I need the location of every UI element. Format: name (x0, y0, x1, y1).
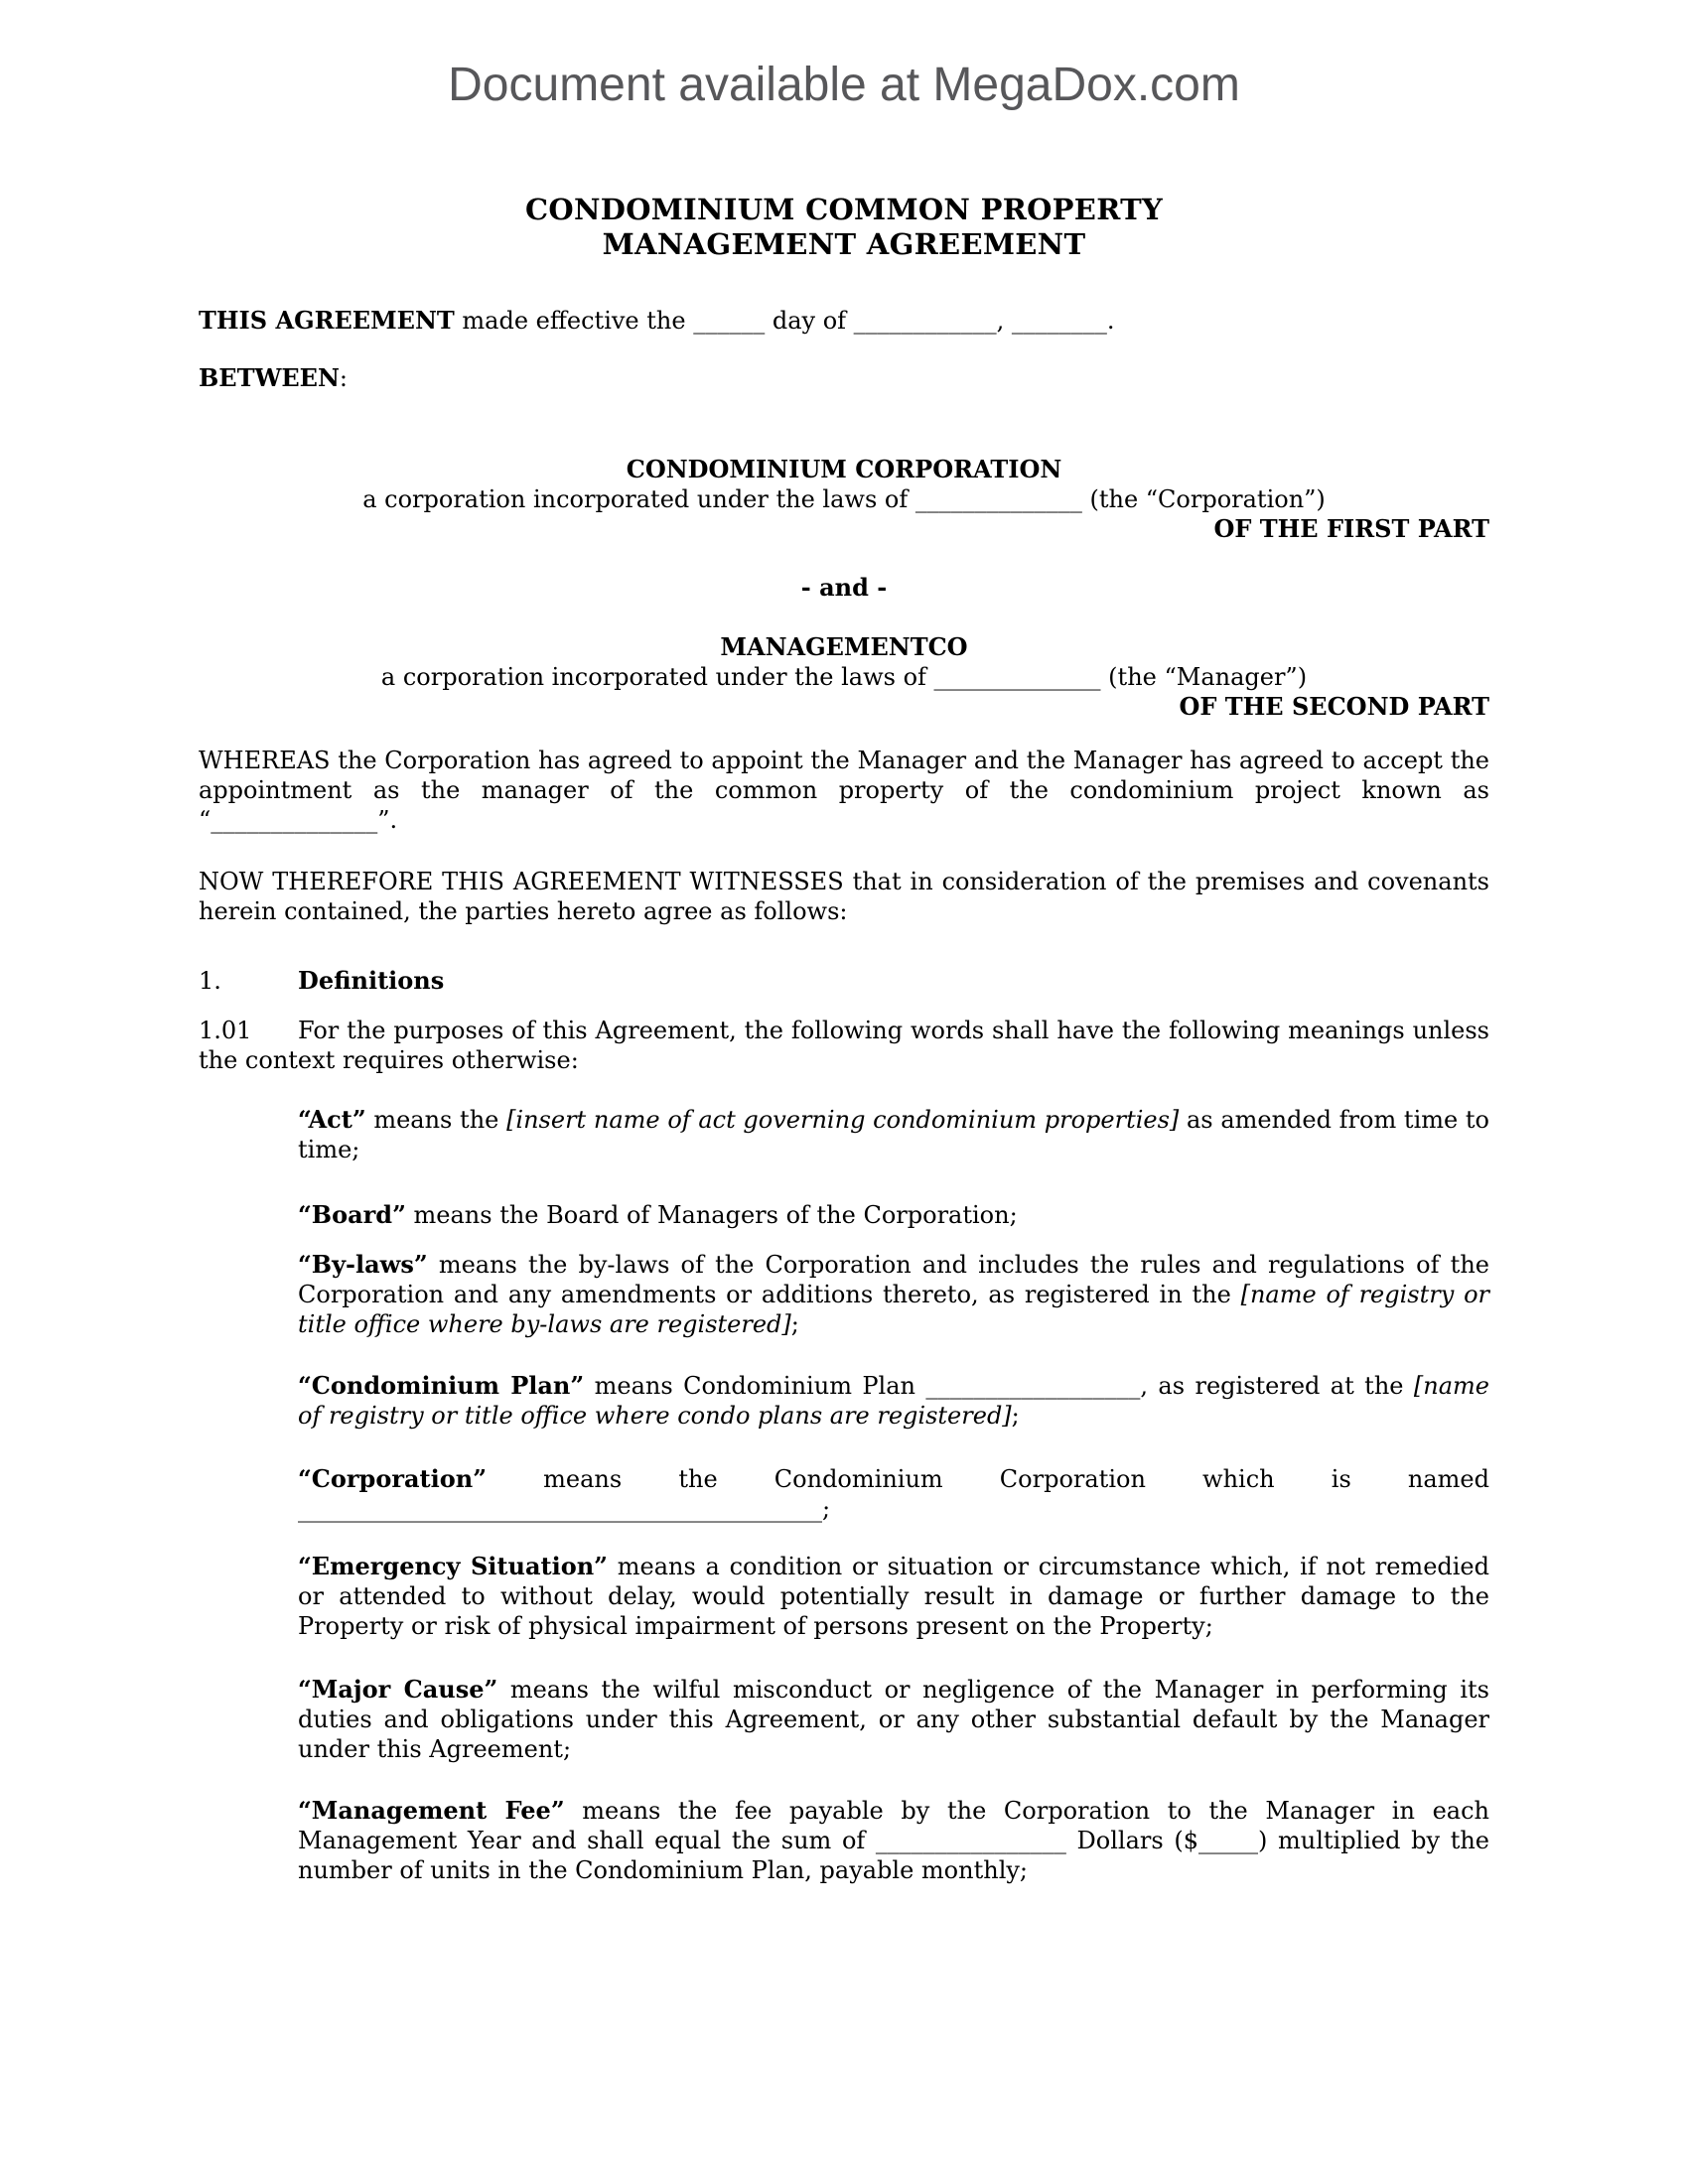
text-segment: THIS AGREEMENT (199, 306, 455, 335)
text-segment: means the (365, 1106, 507, 1134)
whereas-blank-line: “______________”. (199, 806, 398, 834)
party-block-manager (199, 632, 1489, 722)
text-segment: as amended from time to time; (298, 1106, 1489, 1163)
party-name-manager: MANAGEMENTCO (720, 632, 968, 661)
party-name-corporation: CONDOMINIUM CORPORATION (626, 455, 1062, 483)
text-segment: “Condominium Plan” (298, 1371, 585, 1400)
definition-condominium-plan (298, 1371, 1489, 1431)
party-description-corporation: a corporation incorporated under the laws of ______________ (the “Corporation”) (362, 485, 1326, 513)
text-segment: “Corporation” (298, 1464, 488, 1493)
text-segment: “Act” (298, 1105, 366, 1134)
watermark-text: Document available at MegaDox.com (448, 59, 1240, 111)
clause-1-01 (199, 1016, 1489, 1075)
party-part-second: OF THE SECOND PART (1179, 692, 1489, 721)
text-segment: [name of registry or title office where by-laws are registered] (298, 1281, 1489, 1338)
definition-act (298, 1105, 1489, 1164)
text-segment: ; (1011, 1402, 1020, 1430)
text-segment: means the fee payable by the Corporation to the Manager in each Management Year and shall equal the sum of ________________ Dollars ($_____) multiplied by the number of units in the Condominium Plan, payable monthly; (298, 1797, 1489, 1884)
text-segment: BETWEEN (199, 363, 340, 392)
document-title (199, 193, 1489, 262)
whereas-clause: WHEREAS the Corporation has agreed to appoint the Manager and the Manager has agreed to accept the appointment as the manager of the common property of the condominium project known as (199, 747, 1489, 804)
definition-corporation-blank-line: ____________________________________________; (298, 1495, 831, 1523)
definition-management-fee (298, 1796, 1489, 1885)
text-segment: [insert name of act governing condominium properties] (506, 1106, 1180, 1134)
definition-bylaws (298, 1250, 1489, 1339)
section-number: 1. (199, 967, 221, 995)
text-segment: ; (790, 1310, 799, 1338)
party-description-manager: a corporation incorporated under the laws of ______________ (the “Manager”) (380, 663, 1308, 691)
agreement-effective-line (199, 306, 1489, 336)
definition-board (298, 1200, 1489, 1230)
text-segment: : (339, 364, 349, 392)
definition-corporation (298, 1464, 1489, 1494)
definition-emergency-situation (298, 1552, 1489, 1641)
and-separator: - and - (800, 573, 888, 602)
party-block-corporation (199, 455, 1489, 544)
text-segment: means Condominium Plan __________________, as registered at the (584, 1372, 1414, 1400)
text-segment: “By-laws” (298, 1250, 428, 1279)
text-segment: “Emergency Situation” (298, 1552, 608, 1580)
text-segment: made effective the ______ day of ____________, ________. (454, 307, 1115, 335)
text-segment: means a condition or situation or circumstance which, if not remedied or attended to without delay, would potentially result in damage or further damage to the Property or risk of physical impairment of persons present on the Property; (298, 1553, 1489, 1640)
between-label (199, 363, 1489, 393)
text-segment: means the Condominium Corporation which is named (487, 1465, 1489, 1493)
document-title-line2: MANAGEMENT AGREEMENT (602, 227, 1086, 261)
text-segment: “Major Cause” (298, 1675, 498, 1704)
text-segment: “Board” (298, 1200, 406, 1229)
now-therefore-clause: NOW THEREFORE THIS AGREEMENT WITNESSES that in consideration of the premises and covenants herein contained, the parties hereto agree as follows: (199, 868, 1489, 925)
text-segment: means the Board of Managers of the Corporation; (405, 1201, 1018, 1229)
clause-text: For the purposes of this Agreement, the following words shall have the following meanings unless the context requires otherwise: (199, 1017, 1489, 1074)
text-segment: means the wilful misconduct or negligence of the Manager in performing its duties and obligations under this Agreement, or any other substantial default by the Manager under this Agreement; (298, 1676, 1489, 1763)
text-segment: means the by-laws of the Corporation and includes the rules and regulations of the Corporation and any amendments or additions thereto, as registered in the (298, 1251, 1489, 1308)
text-segment: “Management Fee” (298, 1796, 565, 1825)
definition-major-cause (298, 1675, 1489, 1764)
clause-number: 1.01 (199, 1017, 252, 1044)
text-segment: [name of registry or title office where condo plans are registered] (298, 1372, 1489, 1430)
document-title-line1: CONDOMINIUM COMMON PROPERTY (525, 193, 1163, 226)
section-heading-definitions (199, 966, 1489, 996)
party-part-first: OF THE FIRST PART (1213, 514, 1489, 543)
section-title: Definitions (298, 966, 445, 995)
